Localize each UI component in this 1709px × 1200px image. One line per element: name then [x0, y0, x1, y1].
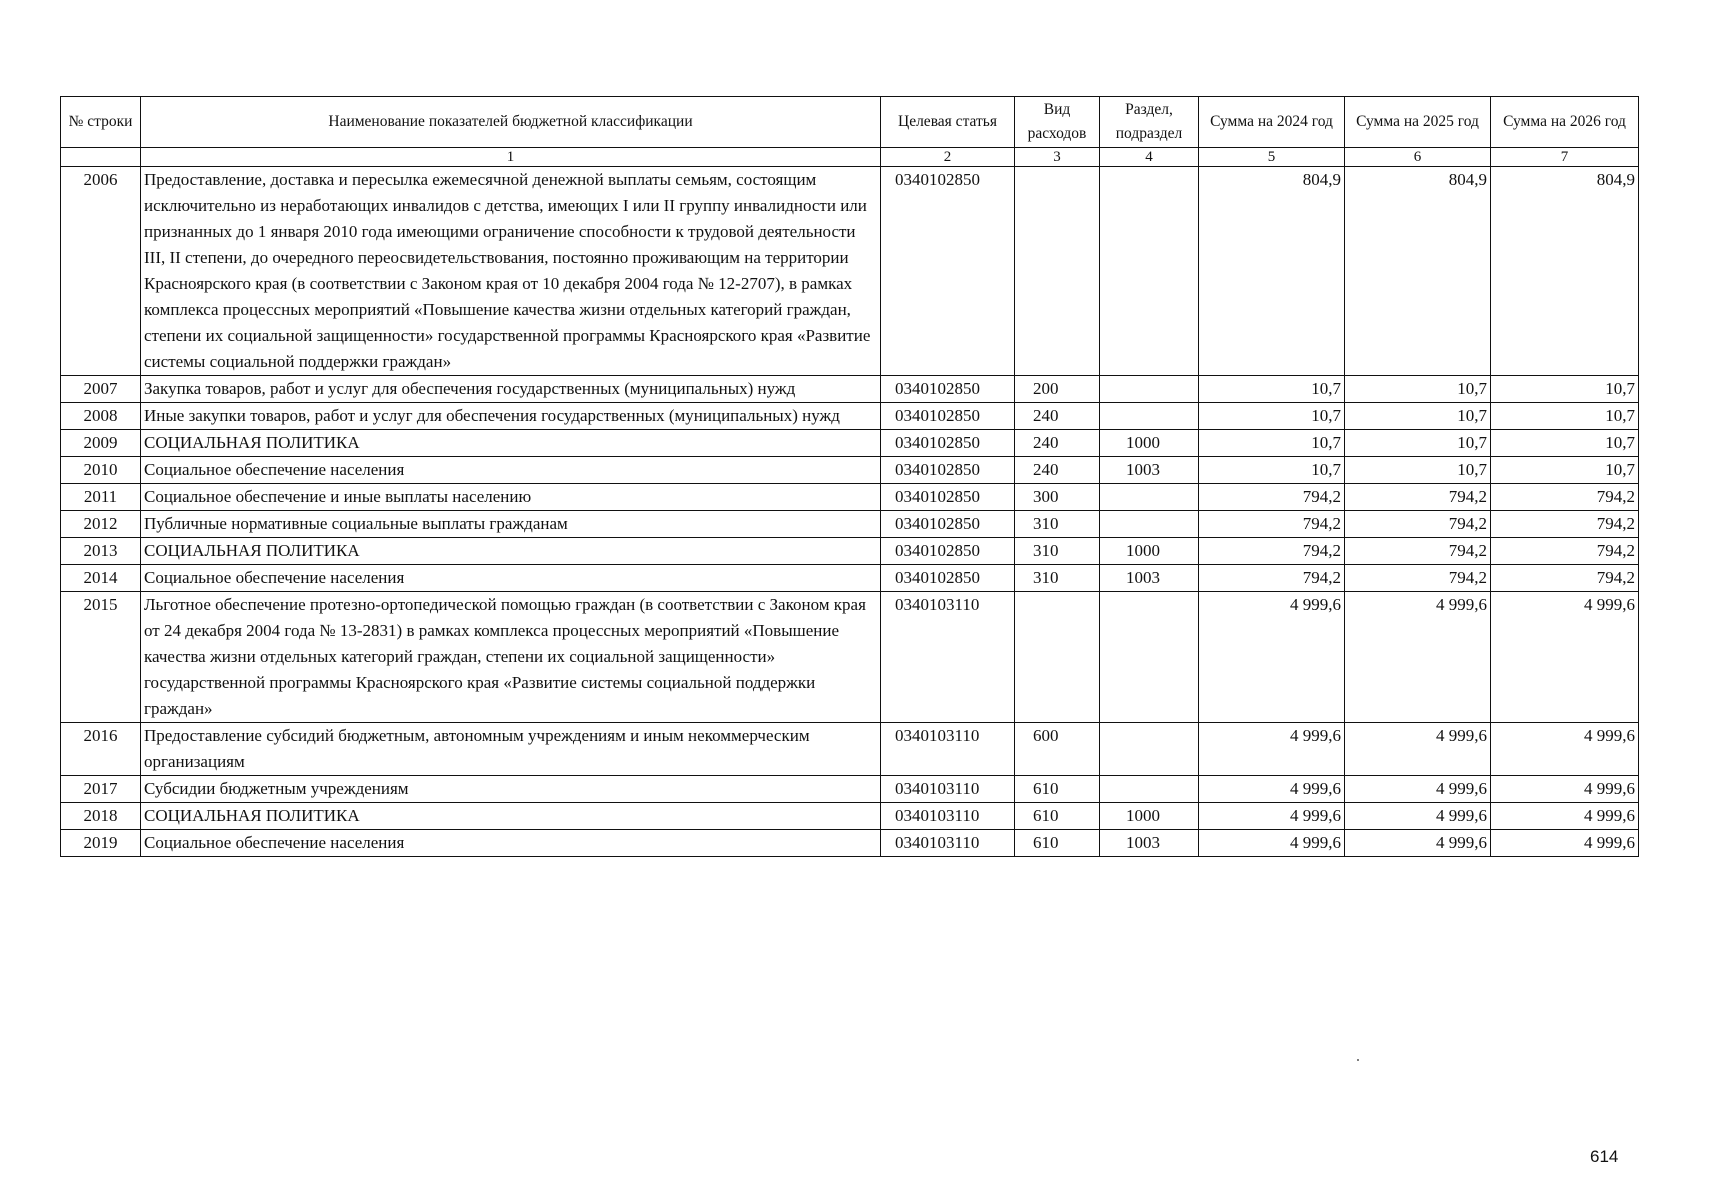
sum-2024-cell: 10,7 — [1199, 376, 1345, 403]
target-article-cell: 0340103110 — [881, 803, 1015, 830]
target-article-cell: 0340102850 — [881, 484, 1015, 511]
indicator-name-cell: Субсидии бюджетным учреждениям — [141, 776, 881, 803]
sum-2025-cell: 794,2 — [1345, 565, 1491, 592]
expense-type-cell: 310 — [1015, 538, 1100, 565]
table-row — [61, 457, 1639, 484]
row-number-cell: 2018 — [61, 803, 141, 830]
sum-2024-cell: 794,2 — [1199, 484, 1345, 511]
sum-2025-cell: 10,7 — [1345, 376, 1491, 403]
sum-2024-cell: 10,7 — [1199, 403, 1345, 430]
indicator-name-cell: Социальное обеспечение населения — [141, 565, 881, 592]
sum-2026-cell: 4 999,6 — [1491, 723, 1639, 776]
expense-type-cell: 310 — [1015, 511, 1100, 538]
expense-type-cell: 300 — [1015, 484, 1100, 511]
row-number-cell: 2013 — [61, 538, 141, 565]
sum-2024-cell: 4 999,6 — [1199, 776, 1345, 803]
budget-table — [60, 96, 1639, 857]
sum-2024-cell: 10,7 — [1199, 457, 1345, 484]
target-article-cell: 0340102850 — [881, 167, 1015, 376]
target-article-cell: 0340102850 — [881, 403, 1015, 430]
row-number-cell: 2019 — [61, 830, 141, 857]
target-article-cell: 0340102850 — [881, 565, 1015, 592]
page-number: 614 — [1590, 1147, 1619, 1166]
table-row — [61, 430, 1639, 457]
indicator-name-cell: Закупка товаров, работ и услуг для обеспечения государственных (муниципальных) нужд — [141, 376, 881, 403]
target-article-cell: 0340102850 — [881, 457, 1015, 484]
table-row — [61, 565, 1639, 592]
table-row — [61, 592, 1639, 723]
column-number: 6 — [1345, 148, 1491, 167]
table-row — [61, 830, 1639, 857]
target-article-cell: 0340102850 — [881, 538, 1015, 565]
table-row — [61, 776, 1639, 803]
section-cell: 1000 — [1100, 430, 1199, 457]
section-cell — [1100, 511, 1199, 538]
sum-2026-cell: 4 999,6 — [1491, 592, 1639, 723]
column-number: 5 — [1199, 148, 1345, 167]
target-article-cell: 0340102850 — [881, 511, 1015, 538]
expense-type-cell: 610 — [1015, 776, 1100, 803]
section-cell — [1100, 723, 1199, 776]
row-number-cell: 2014 — [61, 565, 141, 592]
table-row — [61, 538, 1639, 565]
sum-2026-cell: 10,7 — [1491, 430, 1639, 457]
header-target: Целевая статья — [881, 97, 1015, 148]
expense-type-cell: 240 — [1015, 457, 1100, 484]
target-article-cell: 0340102850 — [881, 430, 1015, 457]
header-sum-2026: Сумма на 2026 год — [1491, 97, 1639, 148]
sum-2024-cell: 794,2 — [1199, 511, 1345, 538]
section-cell: 1003 — [1100, 457, 1199, 484]
column-number: 4 — [1100, 148, 1199, 167]
indicator-name-cell: Предоставление субсидий бюджетным, автономным учреждениям и иным некоммерческим организациям — [141, 723, 881, 776]
section-cell: 1000 — [1100, 538, 1199, 565]
sum-2025-cell: 4 999,6 — [1345, 776, 1491, 803]
row-number-cell: 2010 — [61, 457, 141, 484]
sum-2025-cell: 10,7 — [1345, 403, 1491, 430]
sum-2025-cell: 4 999,6 — [1345, 723, 1491, 776]
sum-2024-cell: 4 999,6 — [1199, 830, 1345, 857]
row-number-cell: 2008 — [61, 403, 141, 430]
expense-type-cell: 240 — [1015, 430, 1100, 457]
sum-2025-cell: 4 999,6 — [1345, 803, 1491, 830]
row-number-cell: 2006 — [61, 167, 141, 376]
sum-2026-cell: 794,2 — [1491, 565, 1639, 592]
row-number-cell: 2011 — [61, 484, 141, 511]
sum-2024-cell: 4 999,6 — [1199, 592, 1345, 723]
row-number-cell: 2009 — [61, 430, 141, 457]
section-cell — [1100, 167, 1199, 376]
section-cell — [1100, 376, 1199, 403]
sum-2026-cell: 4 999,6 — [1491, 776, 1639, 803]
table-row — [61, 167, 1639, 376]
sum-2025-cell: 794,2 — [1345, 484, 1491, 511]
sum-2026-cell: 794,2 — [1491, 538, 1639, 565]
expense-type-cell: 610 — [1015, 803, 1100, 830]
section-cell: 1003 — [1100, 830, 1199, 857]
sum-2025-cell: 794,2 — [1345, 538, 1491, 565]
sum-2026-cell: 794,2 — [1491, 511, 1639, 538]
sum-2026-cell: 10,7 — [1491, 403, 1639, 430]
column-number: 1 — [141, 148, 881, 167]
table-row — [61, 484, 1639, 511]
sum-2026-cell: 10,7 — [1491, 457, 1639, 484]
sum-2024-cell: 4 999,6 — [1199, 803, 1345, 830]
row-number-cell: 2015 — [61, 592, 141, 723]
indicator-name-cell: Публичные нормативные социальные выплаты гражданам — [141, 511, 881, 538]
expense-type-cell: 610 — [1015, 830, 1100, 857]
table-row — [61, 723, 1639, 776]
section-cell — [1100, 403, 1199, 430]
column-number: 2 — [881, 148, 1015, 167]
section-cell — [1100, 592, 1199, 723]
sum-2025-cell: 804,9 — [1345, 167, 1491, 376]
expense-type-cell — [1015, 167, 1100, 376]
indicator-name-cell: Льготное обеспечение протезно-ортопедической помощью граждан (в соответствии с Законом края от 24 декабря 2004 года № 13-2831) в рамках комплекса процессных мероприятий «Повышение качества жизни отдельных категорий граждан, степени их социальной защищенности» государственной программы Красноярского края «Развитие системы социальной поддержки граждан» — [141, 592, 881, 723]
sum-2026-cell: 10,7 — [1491, 376, 1639, 403]
sum-2026-cell: 794,2 — [1491, 484, 1639, 511]
sum-2024-cell: 10,7 — [1199, 430, 1345, 457]
expense-type-cell: 200 — [1015, 376, 1100, 403]
row-number-cell: 2016 — [61, 723, 141, 776]
target-article-cell: 0340103110 — [881, 830, 1015, 857]
header-expense-type: Вид расходов — [1015, 97, 1100, 148]
expense-type-cell: 240 — [1015, 403, 1100, 430]
indicator-name-cell: Социальное обеспечение населения — [141, 457, 881, 484]
indicator-name-cell: Социальное обеспечение населения — [141, 830, 881, 857]
indicator-name-cell: СОЦИАЛЬНАЯ ПОЛИТИКА — [141, 430, 881, 457]
sum-2026-cell: 804,9 — [1491, 167, 1639, 376]
column-number: 7 — [1491, 148, 1639, 167]
section-cell — [1100, 484, 1199, 511]
target-article-cell: 0340102850 — [881, 376, 1015, 403]
target-article-cell: 0340103110 — [881, 776, 1015, 803]
scan-speck — [1357, 1059, 1359, 1061]
row-number-cell: 2017 — [61, 776, 141, 803]
sum-2024-cell: 4 999,6 — [1199, 723, 1345, 776]
section-cell: 1000 — [1100, 803, 1199, 830]
header-section: Раздел, подраздел — [1100, 97, 1199, 148]
sum-2025-cell: 794,2 — [1345, 511, 1491, 538]
column-number — [61, 148, 141, 167]
sum-2026-cell: 4 999,6 — [1491, 830, 1639, 857]
row-number-cell: 2007 — [61, 376, 141, 403]
indicator-name-cell: СОЦИАЛЬНАЯ ПОЛИТИКА — [141, 803, 881, 830]
indicator-name-cell: Социальное обеспечение и иные выплаты населению — [141, 484, 881, 511]
table-row — [61, 403, 1639, 430]
sum-2024-cell: 794,2 — [1199, 565, 1345, 592]
indicator-name-cell: Иные закупки товаров, работ и услуг для обеспечения государственных (муниципальных) нужд — [141, 403, 881, 430]
sum-2025-cell: 4 999,6 — [1345, 592, 1491, 723]
column-number: 3 — [1015, 148, 1100, 167]
expense-type-cell — [1015, 592, 1100, 723]
expense-type-cell: 310 — [1015, 565, 1100, 592]
table-row — [61, 511, 1639, 538]
sum-2024-cell: 804,9 — [1199, 167, 1345, 376]
sum-2025-cell: 10,7 — [1345, 457, 1491, 484]
indicator-name-cell: Предоставление, доставка и пересылка ежемесячной денежной выплаты семьям, состоящим исключительно из неработающих инвалидов с детства, имеющих I или II группу инвалидности или признанных до 1 января 2010 года имеющими ограничение способности к трудовой деятельности III, II степени, до очередного переосвидетельствования, постоянно проживающим на территории Красноярского края (в соответствии с Законом края от 10 декабря 2004 года № 12-2707), в рамках комплекса процессных мероприятий «Повышение качества жизни отдельных категорий граждан, степени их социальной защищенности» государственной программы Красноярского края «Развитие системы социальной поддержки граждан» — [141, 167, 881, 376]
header-row-no: № строки — [61, 97, 141, 148]
target-article-cell: 0340103110 — [881, 723, 1015, 776]
header-name: Наименование показателей бюджетной классификации — [141, 97, 881, 148]
table-body — [61, 167, 1639, 857]
header-sum-2025: Сумма на 2025 год — [1345, 97, 1491, 148]
header-sum-2024: Сумма на 2024 год — [1199, 97, 1345, 148]
section-cell — [1100, 776, 1199, 803]
header-row — [61, 97, 1639, 148]
target-article-cell: 0340103110 — [881, 592, 1015, 723]
sum-2026-cell: 4 999,6 — [1491, 803, 1639, 830]
sum-2025-cell: 4 999,6 — [1345, 830, 1491, 857]
sum-2024-cell: 794,2 — [1199, 538, 1345, 565]
table-row — [61, 376, 1639, 403]
section-cell: 1003 — [1100, 565, 1199, 592]
column-number-row — [61, 148, 1639, 167]
row-number-cell: 2012 — [61, 511, 141, 538]
expense-type-cell: 600 — [1015, 723, 1100, 776]
sum-2025-cell: 10,7 — [1345, 430, 1491, 457]
table-header — [61, 97, 1639, 167]
table-row — [61, 803, 1639, 830]
indicator-name-cell: СОЦИАЛЬНАЯ ПОЛИТИКА — [141, 538, 881, 565]
